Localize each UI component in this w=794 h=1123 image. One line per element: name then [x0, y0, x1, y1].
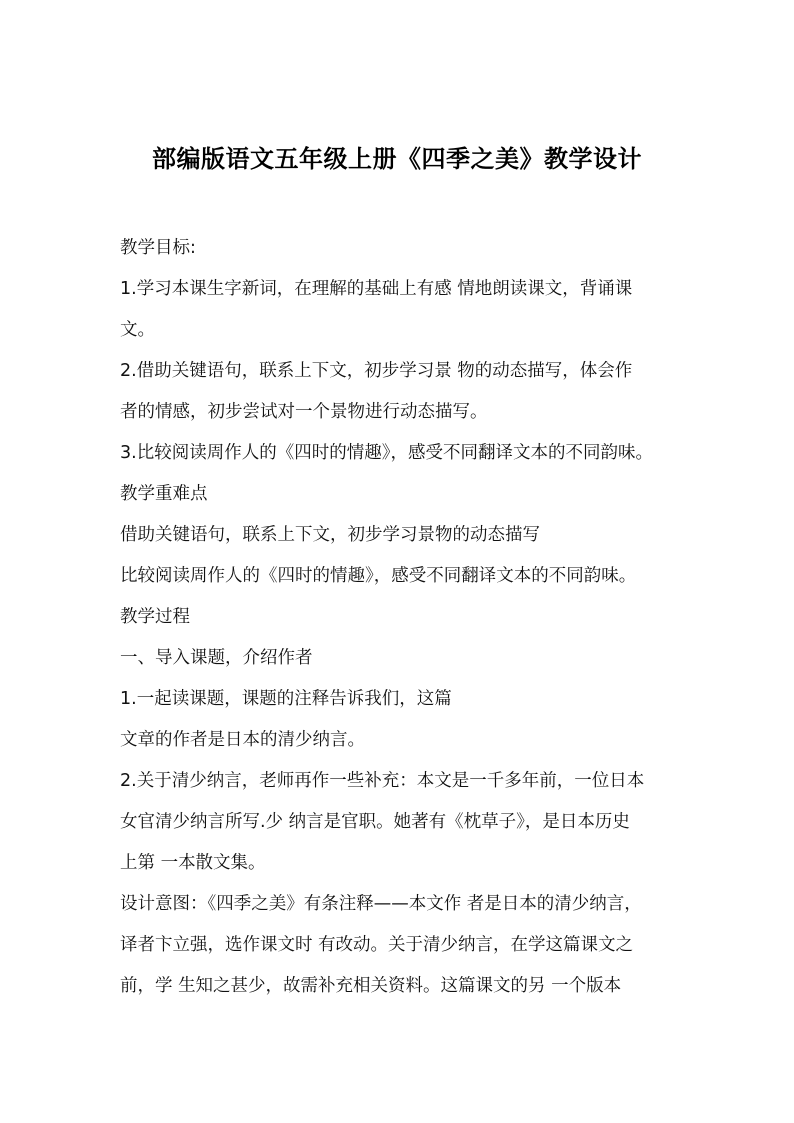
- subsection-heading: 一、导入课题，介绍作者: [120, 648, 313, 668]
- paragraph-line: 1.学习本课生字新词，在理解的基础上有感 情地朗读课文，背诵课: [120, 279, 633, 299]
- paragraph-line: 比较阅读周作人的《四时的情趣》，感受不同翻译文本的不同韵味。: [120, 566, 637, 586]
- paragraph-line: 2.关于清少纳言，老师再作一些补充：本文是一千多年前，一位日本: [120, 771, 645, 791]
- section-heading-process: 教学过程: [120, 607, 190, 627]
- paragraph-line: 设计意图：《四季之美》有条注释——本文作 者是日本的清少纳言，: [120, 894, 642, 914]
- paragraph-line: 者的情感，初步尝试对一个景物进行动态描写。: [120, 402, 488, 422]
- paragraph-line: 借助关键语句，联系上下文，初步学习景物的动态描写: [120, 525, 540, 545]
- paragraph-line: 女官清少纳言所写.少 纳言是官职。她著有《枕草子》，是日本历史: [120, 812, 630, 832]
- document-body: [120, 228, 680, 1007]
- paragraph-line: 文章的作者是日本的清少纳言。: [120, 730, 365, 750]
- paragraph-line: 3.比较阅读周作人的《四时的情趣》，感受不同翻译文本的不同韵味。: [120, 443, 653, 463]
- paragraph-line: 上第 一本散文集。: [120, 853, 266, 873]
- paragraph-line: 译者卞立强，选作课文时 有改动。关于清少纳言，在学这篇课文之: [120, 935, 634, 955]
- paragraph-line: 文。: [120, 320, 155, 340]
- paragraph-line: 前，学 生知之甚少，故需补充相关资料。这篇课文的另 一个版本: [120, 976, 622, 996]
- section-heading-objectives: 教学目标:: [120, 238, 196, 258]
- section-heading-key-points: 教学重难点: [120, 484, 208, 504]
- paragraph-line: 1.一起读课题，课题的注释告诉我们，这篇: [120, 689, 452, 709]
- document-title: 部编版语文五年级上册《四季之美》教学设计: [152, 144, 642, 173]
- paragraph-line: 2.借助关键语句，联系上下文，初步学习景 物的动态描写，体会作: [120, 361, 633, 381]
